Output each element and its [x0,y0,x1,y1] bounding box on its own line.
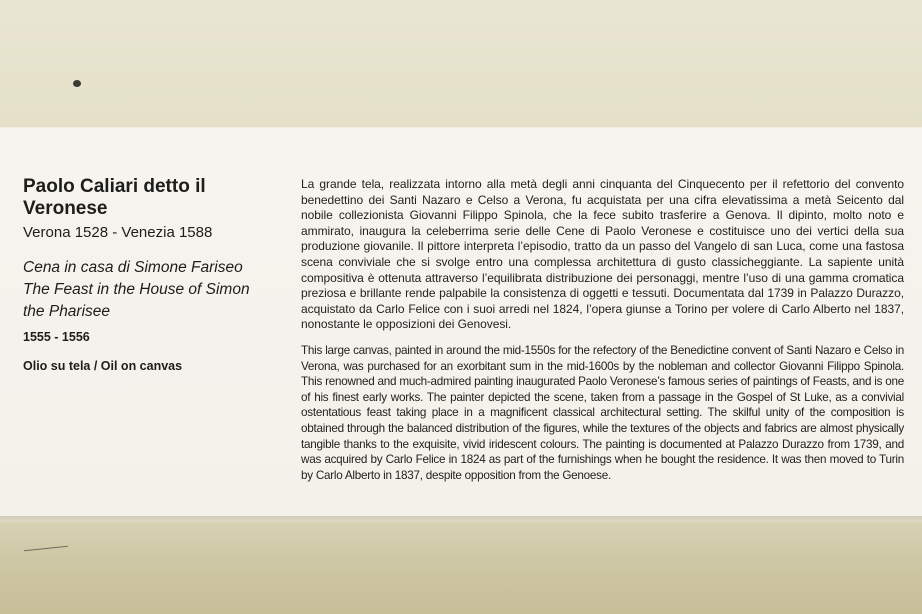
wall-upper [0,0,922,128]
artwork-title-italian: Cena in casa di Simone Fariseo [23,259,243,276]
label-left-column [23,176,283,373]
artwork-title-english: The Feast in the House of Simon the Pharisee [23,281,250,320]
description-english: This large canvas, painted in around the mid-1550s for the refectory of the Benedictine convent of Santi Nazaro e Celso in Verona, was purchased for an exorbitant sum in the mid-1600s by the nobleman and collector Giovanni Filippo Spinola. This renowned and much-admired painting inaugurated Paolo Veronese’s famous series of paintings of Feasts, and is one of his finest early works. The painter depicted the scene, taken from a passage in the Gospel of St Luke, as a convivial ostentatious feast taking place in a magnificent classical architectural setting. The skilful unity of the composition is obtained through the balanced distribution of the figures, while the textures of the objects and fabrics are almost physically tangible thanks to the exquisite, vivid iridescent colours. The painting is documented at Palazzo Durazzo from 1739, and was acquired by Carlo Felice in 1824 as part of the furnishings when he bought the residence. It was then moved to Turin by Carlo Alberto in 1837, despite opposition from the Genoese. [301,343,904,482]
artwork-medium: Olio su tela / Oil on canvas [23,359,183,373]
wall-lower [0,522,922,614]
artwork-date: 1555 - 1556 [23,330,90,344]
artist-name: Paolo Caliari detto il Veronese [23,176,206,219]
label-right-column [301,177,904,483]
description-italian: La grande tela, realizzata intorno alla metà degli anni cinquanta del Cinquecento per il refettorio del convento benedettino dei Santi Nazaro e Celso a Verona, fu acquistata per una cifra elevatissima a metà Seicento dal nobile collezionista Giovanni Filippo Spinola, che la fece subito trasferire a Genova. Il dipinto, molto noto e ammirato, inaugura la celeberrima serie delle Cene di Paolo Veronese e costituisce uno dei vertici della sua produzione giovanile. Il pittore interpreta l’episodio, tratto da un passo del Vangelo di san Luca, come una fastosa scena conviviale che si svolge entro una complessa architettura di gusto classicheggiante. La sapiente unità compositiva è ottenuta attraverso l’equilibrata distribuzione dei personaggi, mentre l’uso di una gamma cromatica preziosa e brillante rende palpabile la consistenza di oggetti e tessuti. Documentata dal 1739 in Palazzo Durazzo, acquistato da Carlo Felice con i suoi arredi nel 1824, l’opera giunse a Torino per volere di Carlo Alberto nel 1837, nonostante le opposizioni dei Genovesi. [301,177,904,332]
artist-dates: Verona 1528 - Venezia 1588 [23,224,213,241]
wall-mark [73,80,81,87]
